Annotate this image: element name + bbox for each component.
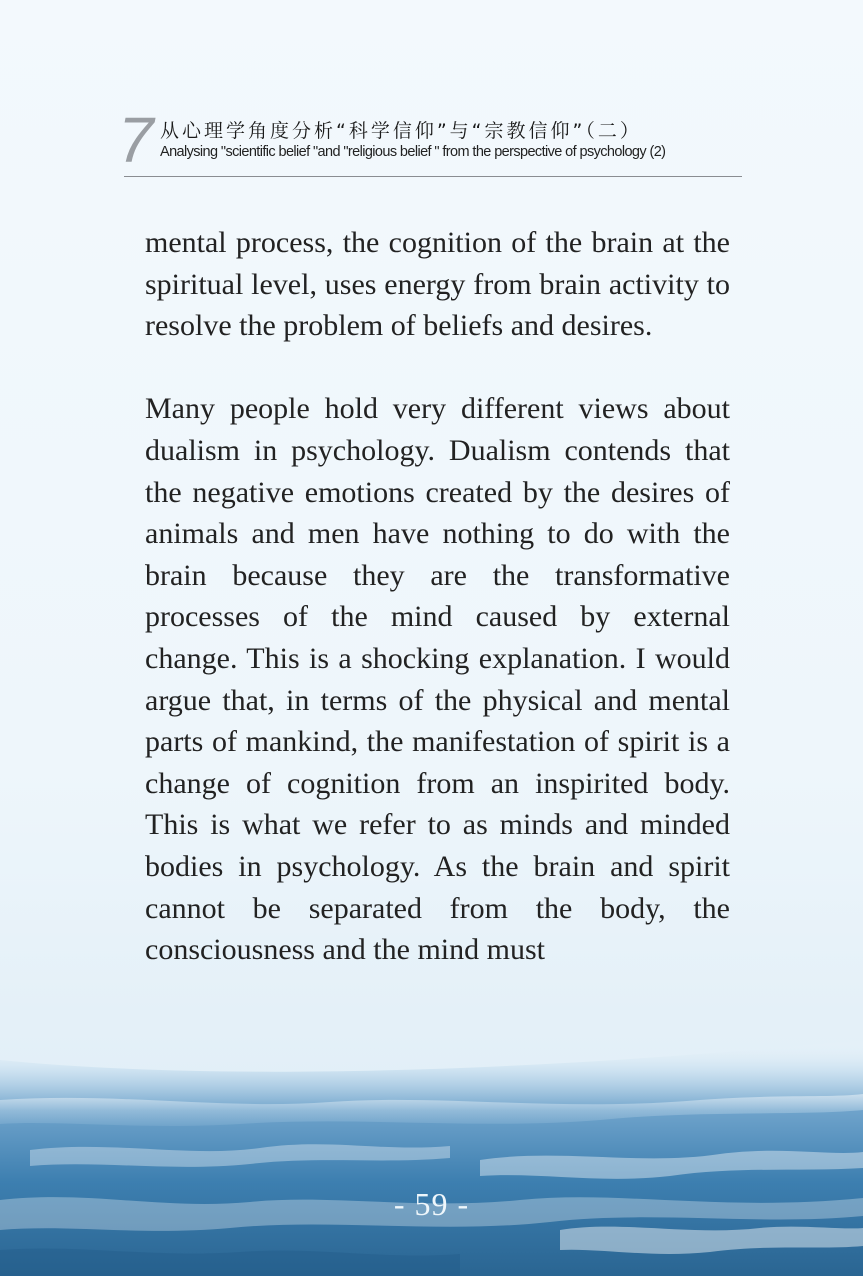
sea-background-image <box>0 1040 863 1276</box>
chapter-number: 7 <box>118 104 154 176</box>
header-divider <box>124 176 742 177</box>
chapter-title-chinese: 从心理学角度分析“科学信仰”与“宗教信仰”（二） <box>160 120 642 142</box>
chapter-header <box>118 104 742 178</box>
paragraph-1: mental process, the cognition of the brain at the spiritual level, uses energy from brain activity to resolve the problem of beliefs and desires. <box>145 226 730 343</box>
page-number: - 59 - <box>393 1186 470 1222</box>
chapter-title-english: Analysing "scientific belief "and "religious belief " from the perspective of psychology (2) <box>160 144 666 160</box>
paragraph-2: Many people hold very different views about dualism in psychology. Dualism contends that the negative emotions created by the desires of animals and men have nothing to do with the brain because they are the transformative processes of the mind caused by external change. This is a shocking explanation. I would argue that, in terms of the physical and mental parts of mankind, the manifestation of spirit is a change of cognition from an inspirited body. This is what we refer to as minds and minded bodies in psychology. As the brain and spirit cannot be separated from the body, the consciousness and the mind must <box>145 392 730 967</box>
body-text <box>145 222 730 971</box>
